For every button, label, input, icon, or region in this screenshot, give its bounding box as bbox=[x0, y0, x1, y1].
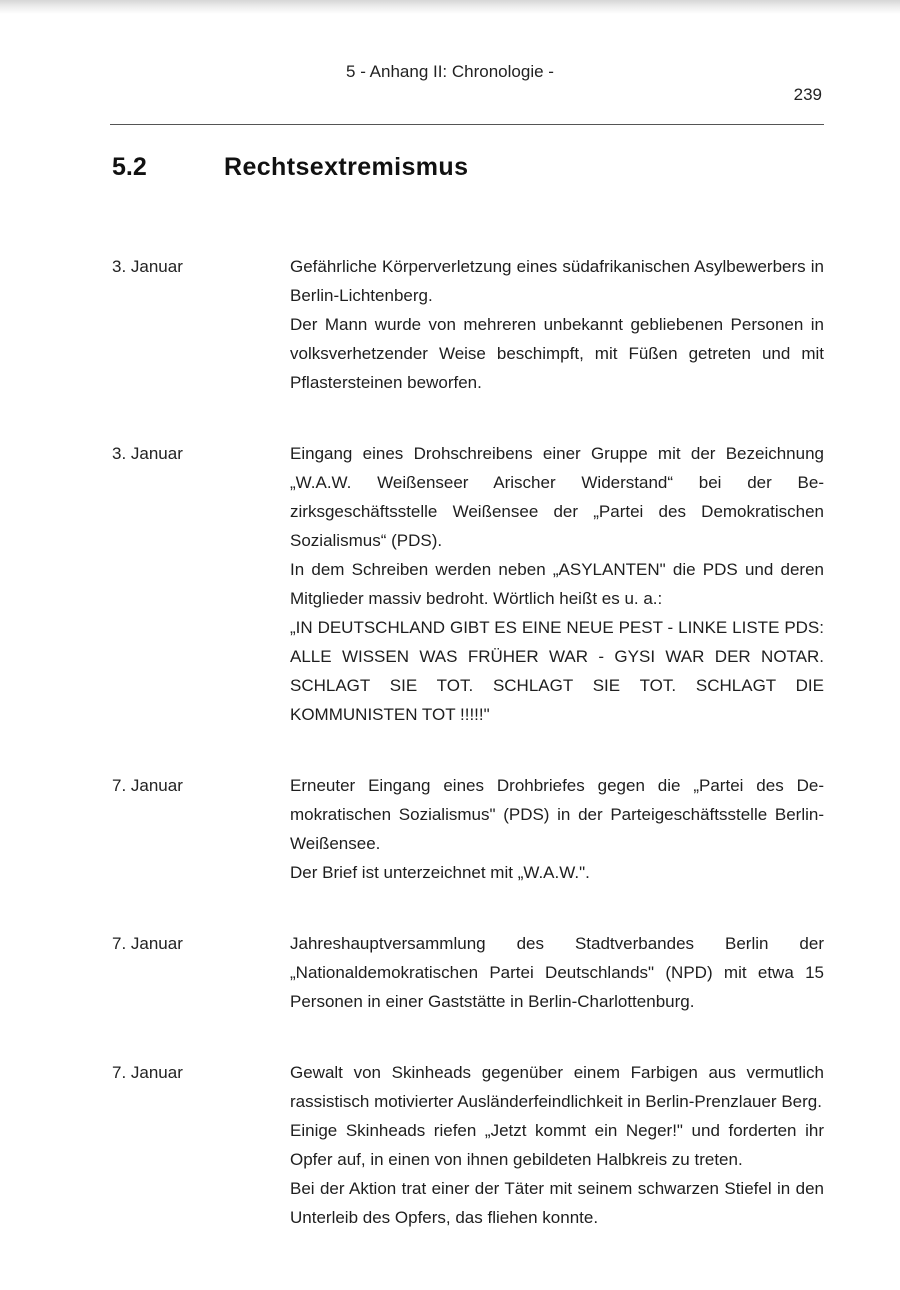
entry-paragraph: Bei der Aktion trat einer der Täter mit seinem schwarzen Stiefel in den Unterleib des Opfers, das fliehen konnte. bbox=[290, 1179, 824, 1227]
entry-date: 3. Januar bbox=[112, 257, 183, 276]
entry-paragraph: Eingang eines Drohschreibens einer Gruppe mit der Bezeichnung „W.A.W. Weißenseer Arischer Widerstand“ bei der Bezirksgeschäftsstelle Weißensee der „Partei des Demokratischen Sozialismus“ (PDS). bbox=[290, 444, 824, 550]
entry-body bbox=[290, 929, 824, 1016]
entry-paragraph: Erneuter Eingang eines Drohbriefes gegen die „Partei des Demokratischen Sozialismus" (PDS) in der Parteigeschäftsstelle Berlin-Weißensee. bbox=[290, 776, 824, 853]
entry-quote: „IN DEUTSCHLAND GIBT ES EINE NEUE PEST - LINKE LISTE PDS: ALLE WISSEN WAS FRÜHER WAR - GYSI WAR DER NOTAR. SCHLAGT SIE TOT. SCHLAGT SIE TOT. SCHLAGT DIE KOMMUNISTEN TOT !!!!!" bbox=[290, 618, 824, 724]
entry-paragraph: Gefährliche Körperverletzung eines südafrikanischen Asylbewerbers in Berlin-Lichtenberg. bbox=[290, 257, 824, 305]
scan-edge bbox=[0, 0, 900, 14]
chronology-entry bbox=[112, 929, 824, 1016]
chronology-entry bbox=[112, 771, 824, 887]
entry-paragraph: In dem Schreiben werden neben „ASYLANTEN" die PDS und deren Mitglieder massiv bedroht. Wörtlich heißt es u. a.: bbox=[290, 560, 824, 608]
section-number: 5.2 bbox=[112, 153, 147, 181]
entry-body bbox=[290, 252, 824, 397]
entry-date: 7. Januar bbox=[112, 776, 183, 795]
chronology-entry bbox=[112, 1058, 824, 1232]
entry-date: 3. Januar bbox=[112, 444, 183, 463]
chronology-list bbox=[112, 252, 824, 1274]
chronology-entry bbox=[112, 252, 824, 397]
entry-paragraph: Jahreshauptversammlung des Stadtverbandes Berlin der „Nationaldemokratischen Partei Deutschlands" (NPD) mit etwa 15 Personen in einer Gaststätte in Berlin-Charlottenburg. bbox=[290, 934, 824, 1011]
entry-paragraph: Gewalt von Skinheads gegenüber einem Farbigen aus vermutlich rassistisch motivierter Ausländerfeindlichkeit in Berlin-Prenzlauer Berg. bbox=[290, 1063, 824, 1111]
running-header: 5 - Anhang II: Chronologie - bbox=[346, 62, 554, 81]
entry-paragraph: Der Brief ist unterzeichnet mit „W.A.W.". bbox=[290, 863, 590, 882]
entry-body bbox=[290, 771, 824, 887]
entry-body bbox=[290, 439, 824, 729]
entry-date: 7. Januar bbox=[112, 1063, 183, 1082]
section-title: Rechtsextremismus bbox=[224, 153, 469, 181]
entry-paragraph: Einige Skinheads riefen „Jetzt kommt ein Neger!" und forderten ihr Opfer auf, in einen von ihnen gebildeten Halbkreis zu treten. bbox=[290, 1121, 824, 1169]
entry-body bbox=[290, 1058, 824, 1232]
entry-paragraph: Der Mann wurde von mehreren unbekannt gebliebenen Personen in volksverhetzender Weise beschimpft, mit Füßen getreten und mit Pflastersteinen beworfen. bbox=[290, 315, 824, 392]
page-number: 239 bbox=[793, 85, 822, 104]
chronology-entry bbox=[112, 439, 824, 729]
header-rule bbox=[110, 124, 824, 125]
entry-date: 7. Januar bbox=[112, 934, 183, 953]
